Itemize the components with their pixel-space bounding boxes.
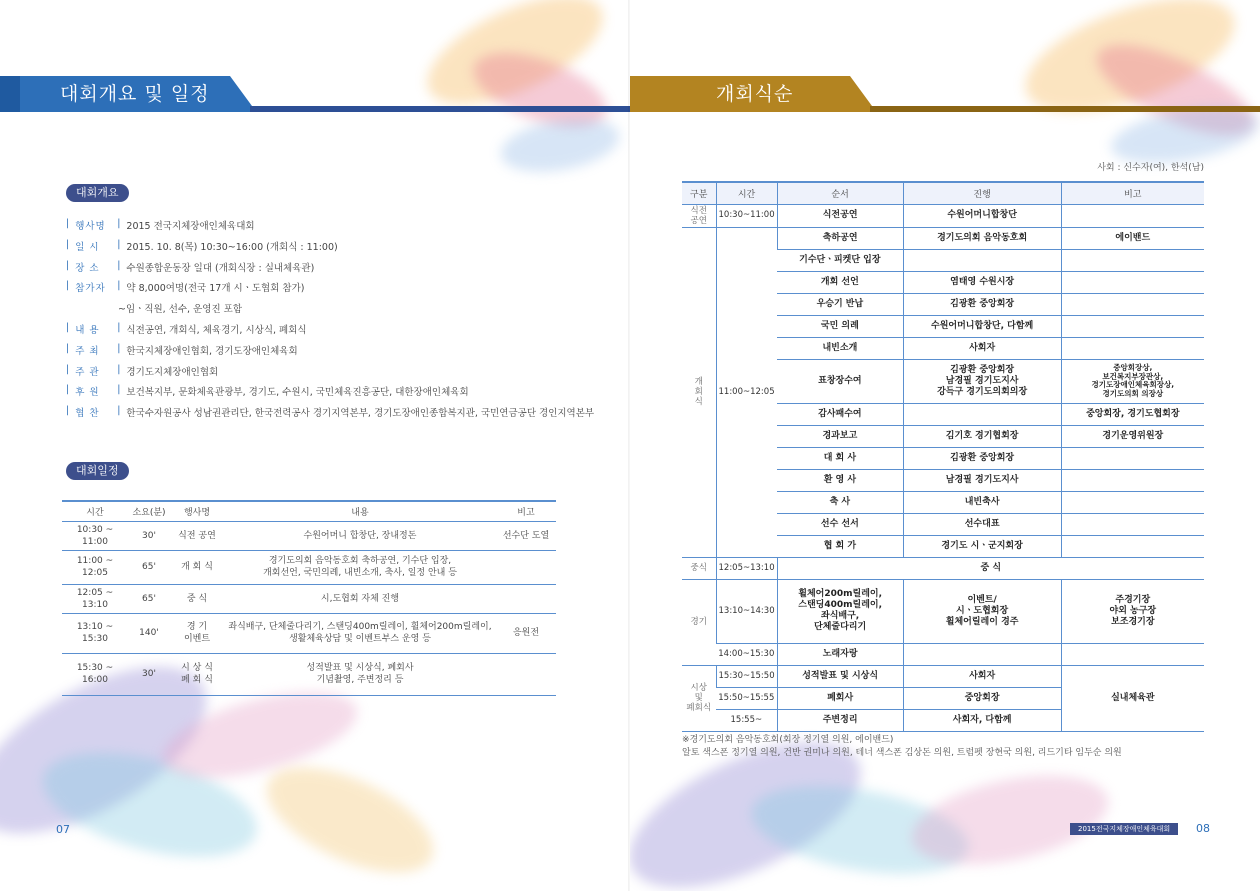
ceremony-cell-note: 중앙회장, 경기도협회장 [1061,403,1204,425]
ceremony-cell-order: 대 회 사 [777,447,903,469]
overview-key: 장 소 [75,262,100,274]
overview-key: 주 관 [75,366,100,378]
ceremony-cell-progress: 사회자, 다함께 [903,709,1061,731]
page-number: 07 [56,823,70,836]
overview-separator: | [117,342,121,354]
ceremony-cell-order: 선수 선서 [777,513,903,535]
schedule-header-row [62,501,556,521]
ceremony-header-row [682,182,1204,204]
schedule-row [62,521,556,550]
ceremony-cell-time: 15:55~ [716,709,777,731]
ceremony-cell-order: 표창장수여 [777,359,903,403]
ceremony-cell-order: 축 사 [777,491,903,513]
schedule-row [62,550,556,584]
right-page [630,0,1260,891]
schedule-cell-note [496,584,556,613]
ceremony-cell-order: 휠체어200m릴레이, 스탠딩400m릴레이, 좌식배구, 단체줄다리기 [777,579,903,643]
ceremony-cell-progress: 염태영 수원시장 [903,271,1061,293]
schedule-cell-content: 성적발표 및 시상식, 폐회사 기념촬영, 주변정리 등 [224,653,496,695]
ceremony-row [682,643,1204,665]
overview-bullet: | [66,238,70,250]
ceremony-cell-time: 15:30~15:50 [716,665,777,687]
overview-bullet: | [66,322,70,333]
footnote-2: 알토 색스폰 정기열 의원, 건반 권미나 의원, 테너 색스폰 김상돈 의원, 트럼펫 장현국 의원, 리드기타 임두순 의원 [682,748,1122,758]
schedule-cell-name: 경 기 이벤트 [170,613,224,653]
ceremony-cell-progress: 수원어머니합창단 [903,204,1061,227]
ceremony-cell-note [1061,535,1204,557]
ceremony-row [682,579,1204,643]
schedule-cell-time: 10:30 ~ 11:00 [62,521,128,550]
section-header [630,76,1260,112]
ceremony-cell-note: 경기운영위원장 [1061,425,1204,447]
schedule-table [62,500,556,696]
ceremony-cell-note [1061,249,1204,271]
ceremony-cell-category: 시상 및 폐회식 [682,665,716,731]
ceremony-cell-order: 협 회 가 [777,535,903,557]
overview-item [66,260,314,274]
overview-separator: | [117,405,121,417]
ceremony-cell-progress: 내빈축사 [903,491,1061,513]
overview-value: 2015 전국지체장애인체육대회 [126,221,255,232]
page-number: 08 [1196,822,1210,835]
overview-separator: | [117,259,121,271]
ceremony-cell-note [1061,643,1204,665]
schedule-cell-note [496,653,556,695]
ceremony-cell-order: 우승기 반납 [777,293,903,315]
overview-item [66,384,469,398]
schedule-cell-dur: 140' [128,613,170,653]
ceremony-cell-note: 실내체육관 [1061,665,1204,731]
schedule-cell-content: 좌식배구, 단체줄다리기, 스탠딩400m릴레이, 휠체어200m릴레이, 생활체육상담 및 이벤트부스 운영 등 [224,613,496,653]
brush-stroke-decoration [252,746,449,891]
ceremony-cell-note: 에이밴드 [1061,227,1204,249]
ceremony-cell-progress [903,643,1061,665]
page-title: 개회식순 [716,83,794,105]
ceremony-cell-note: 주경기장 야외 농구장 보조경기장 [1061,579,1204,643]
ceremony-cell-progress: 사회자 [903,337,1061,359]
ceremony-table [682,181,1204,732]
ceremony-cell-order: 감사패수여 [777,403,903,425]
ceremony-cell-time: 11:00~12:05 [716,227,777,557]
ceremony-cell-category: 중식 [682,557,716,579]
overview-value: 2015. 10. 8(목) 10:30~16:00 (개회식 : 11:00) [126,241,338,253]
schedule-cell-time: 11:00 ~ 12:05 [62,550,128,584]
overview-bullet: | [66,218,70,229]
schedule-row [62,653,556,695]
ceremony-cell-order: 내빈소개 [777,337,903,359]
ceremony-header-note: 비고 [1061,182,1204,204]
overview-key: 주 최 [75,345,100,357]
ceremony-cell-time: 10:30~11:00 [716,204,777,227]
schedule-cell-note: 응원전 [496,613,556,653]
ceremony-cell-progress: 사회자 [903,665,1061,687]
ceremony-row [682,557,1204,579]
overview-item [66,343,298,357]
schedule-cell-content: 수원어머니 합창단, 장내정돈 [224,521,496,550]
ceremony-cell-progress: 경기도 시ㆍ군지회장 [903,535,1061,557]
ceremony-header-category: 구분 [682,182,716,204]
ceremony-cell-order: 노래자랑 [777,643,903,665]
overview-separator: | [117,238,121,250]
overview-bullet: | [66,280,70,292]
ceremony-cell-category: 식전 공연 [682,204,716,227]
ceremony-cell-order: 식전공연 [777,204,903,227]
overview-value: 경기도지체장애인협회 [126,366,219,378]
schedule-cell-name: 시 상 식 폐 회 식 [170,653,224,695]
overview-item [66,280,304,294]
ceremony-cell-category: 경기 [682,579,716,665]
schedule-cell-dur: 30' [128,521,170,550]
schedule-header-note: 비고 [496,501,556,521]
overview-item [66,405,594,419]
ceremony-cell-note [1061,469,1204,491]
ceremony-cell-note [1061,447,1204,469]
section-header [0,76,630,112]
ceremony-cell-time: 14:00~15:30 [716,643,777,665]
ceremony-cell-progress: 김광환 중앙회장 남경필 경기도지사 강득구 경기도의회의장 [903,359,1061,403]
overview-key: 참가자 [75,283,106,295]
overview-value: 식전공연, 개회식, 체육경기, 시상식, 폐회식 [126,325,307,336]
ceremony-cell-category: 개 회 식 [682,227,716,557]
ceremony-cell-progress [903,403,1061,425]
ceremony-cell-progress: 경기도의회 음악동호회 [903,227,1061,249]
page-title: 대회개요 및 일정 [60,83,210,105]
ceremony-cell-progress: 선수대표 [903,513,1061,535]
overview-item [66,239,338,253]
overview-separator: | [117,218,121,229]
ceremony-cell-order: 경과보고 [777,425,903,447]
overview-separator: | [117,322,121,333]
ceremony-cell-time: 15:50~15:55 [716,687,777,709]
schedule-header-duration: 소요(분) [128,501,170,521]
ceremony-cell-note [1061,513,1204,535]
overview-value: 한국수자원공사 성남권관리단, 한국전력공사 경기지역본부, 경기도장애인종합복지관, 국민연금공단 경인지역본부 [126,408,595,420]
ceremony-cell-note [1061,315,1204,337]
footer-tag: 2015전국지체장애인체육대회 [1070,823,1178,835]
schedule-cell-content: 경기도의회 음악동호회 축하공연, 기수단 입장, 개회선언, 국민의례, 내빈소개, 축사, 일정 안내 등 [224,550,496,584]
ceremony-header-progress: 진행 [903,182,1061,204]
ceremony-cell-note [1061,271,1204,293]
schedule-cell-note [496,550,556,584]
schedule-cell-time: 15:30 ~ 16:00 [62,653,128,695]
ceremony-cell-time: 13:10~14:30 [716,579,777,643]
ceremony-cell-time: 12:05~13:10 [716,557,777,579]
ceremony-header-order: 순서 [777,182,903,204]
overview-pill: 대회개요 [66,184,129,202]
ceremony-cell-order: 국민 의례 [777,315,903,337]
schedule-cell-time: 12:05 ~ 13:10 [62,584,128,613]
ceremony-row [682,204,1204,227]
ceremony-cell-note: 중앙회장상, 보건복지부장관상, 경기도장애인체육회장상, 경기도의회 의장상 [1061,359,1204,403]
overview-bullet: | [66,363,70,375]
schedule-cell-note: 선수단 도열 [496,521,556,550]
ceremony-cell-order: 개회 선언 [777,271,903,293]
ceremony-cell-progress: 김광환 중앙회장 [903,447,1061,469]
ceremony-cell-note [1061,204,1204,227]
brush-stroke-decoration [497,110,624,180]
ceremony-header-time: 시간 [716,182,777,204]
overview-separator: | [117,363,121,375]
schedule-cell-name: 중 식 [170,584,224,613]
overview-item [66,322,307,336]
ceremony-row [682,227,1204,249]
ceremony-cell-order: 축하공연 [777,227,903,249]
ceremony-cell-order: 기수단ㆍ피켓단 입장 [777,249,903,271]
ceremony-row [682,665,1204,687]
footnote-1: ※경기도의회 음악동호회(회장 정기열 의원, 에이밴드) [682,735,894,745]
schedule-header-event: 행사명 [170,501,224,521]
overview-value: 약 8,000여명(전국 17개 시ㆍ도협회 참가) [126,283,305,295]
ceremony-cell-note [1061,491,1204,513]
schedule-cell-name: 개 회 식 [170,550,224,584]
overview-item [66,364,218,378]
ceremony-cell-progress: 이벤트/ 시ㆍ도협회장 휠체어릴레이 경주 [903,579,1061,643]
ceremony-cell-progress [903,249,1061,271]
schedule-header-time: 시간 [62,501,128,521]
overview-bullet: | [66,384,70,396]
overview-key: 일 시 [75,241,100,253]
ceremony-cell-order: 폐회사 [777,687,903,709]
overview-value: 보건복지부, 문화체육관광부, 경기도, 수원시, 국민체육진흥공단, 대한장애인체육회 [126,387,469,399]
ceremony-cell-progress: 김기호 경기협회장 [903,425,1061,447]
ceremony-cell-order: 주변정리 [777,709,903,731]
overview-separator: | [117,384,121,396]
overview-bullet: | [66,259,70,271]
ceremony-cell-order: 환 영 사 [777,469,903,491]
overview-bullet: | [66,405,70,417]
overview-item [66,218,255,232]
overview-key: 협 찬 [75,408,100,420]
schedule-cell-dur: 30' [128,653,170,695]
overview-separator: | [117,280,121,292]
mc-note: 사회 : 신수자(여), 한석(남) [1097,163,1204,173]
schedule-header-content: 내용 [224,501,496,521]
ceremony-cell-progress: 중앙회장 [903,687,1061,709]
ceremony-cell-progress: 남경필 경기도지사 [903,469,1061,491]
schedule-cell-content: 시,도협회 자체 진행 [224,584,496,613]
overview-key: 내 용 [75,325,100,336]
schedule-cell-dur: 65' [128,584,170,613]
ceremony-cell-order: 중 식 [777,557,1204,579]
overview-value: 한국지체장애인협회, 경기도장애인체육회 [126,345,298,357]
schedule-cell-time: 13:10 ~ 15:30 [62,613,128,653]
overview-key: 행사명 [75,221,106,232]
overview-bullet: | [66,342,70,354]
overview-value: 수원종합운동장 일대 (개회식장 : 실내체육관) [126,262,315,274]
ceremony-cell-order: 성적발표 및 시상식 [777,665,903,687]
schedule-row [62,613,556,653]
overview-key: 후 원 [75,387,100,399]
schedule-row [62,584,556,613]
ceremony-cell-progress: 수원어머니합창단, 다함께 [903,315,1061,337]
ceremony-cell-progress: 김광환 중앙회장 [903,293,1061,315]
schedule-pill: 대회일정 [66,462,129,480]
overview-value: ~임ㆍ직원, 선수, 운영진 포함 [118,304,243,316]
schedule-cell-dur: 65' [128,550,170,584]
overview-item [66,301,242,315]
ceremony-cell-note [1061,337,1204,359]
schedule-cell-name: 식전 공연 [170,521,224,550]
ceremony-cell-note [1061,293,1204,315]
